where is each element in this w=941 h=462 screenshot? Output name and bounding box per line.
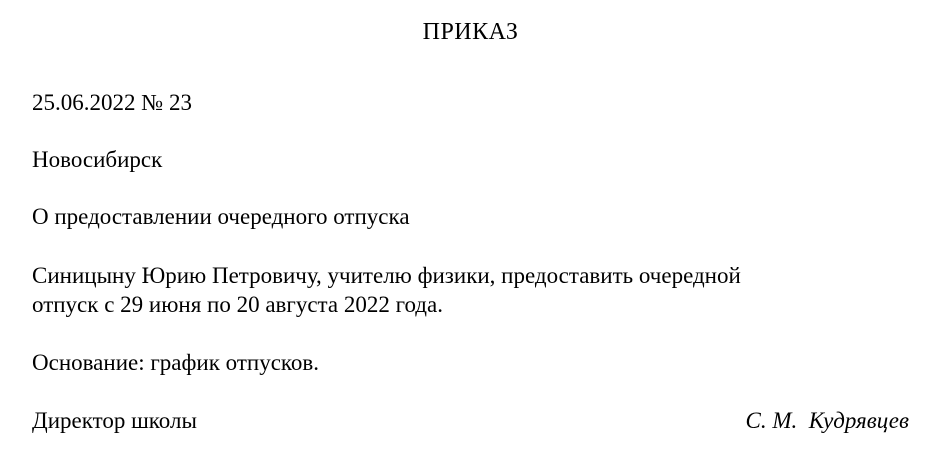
document-basis: Основание: график отпусков. bbox=[32, 349, 320, 375]
document-page bbox=[0, 18, 941, 462]
document-date-and-number: 25.06.2022 № 23 bbox=[32, 89, 192, 115]
signature-row bbox=[32, 407, 909, 436]
document-body bbox=[32, 262, 907, 320]
document-body-line-1: Синицыну Юрию Петровичу, учителю физики, предоставить очередной bbox=[32, 263, 741, 289]
signer-position: Директор школы bbox=[32, 408, 197, 434]
document-city: Новосибирск bbox=[32, 146, 163, 172]
signer-name: С. М. Кудрявцев bbox=[745, 408, 909, 434]
document-subject: О предоставлении очередного отпуска bbox=[32, 204, 410, 230]
document-body-line-2: отпуск с 29 июня по 20 августа 2022 года. bbox=[32, 291, 443, 317]
document-title: ПРИКАЗ bbox=[422, 19, 519, 45]
